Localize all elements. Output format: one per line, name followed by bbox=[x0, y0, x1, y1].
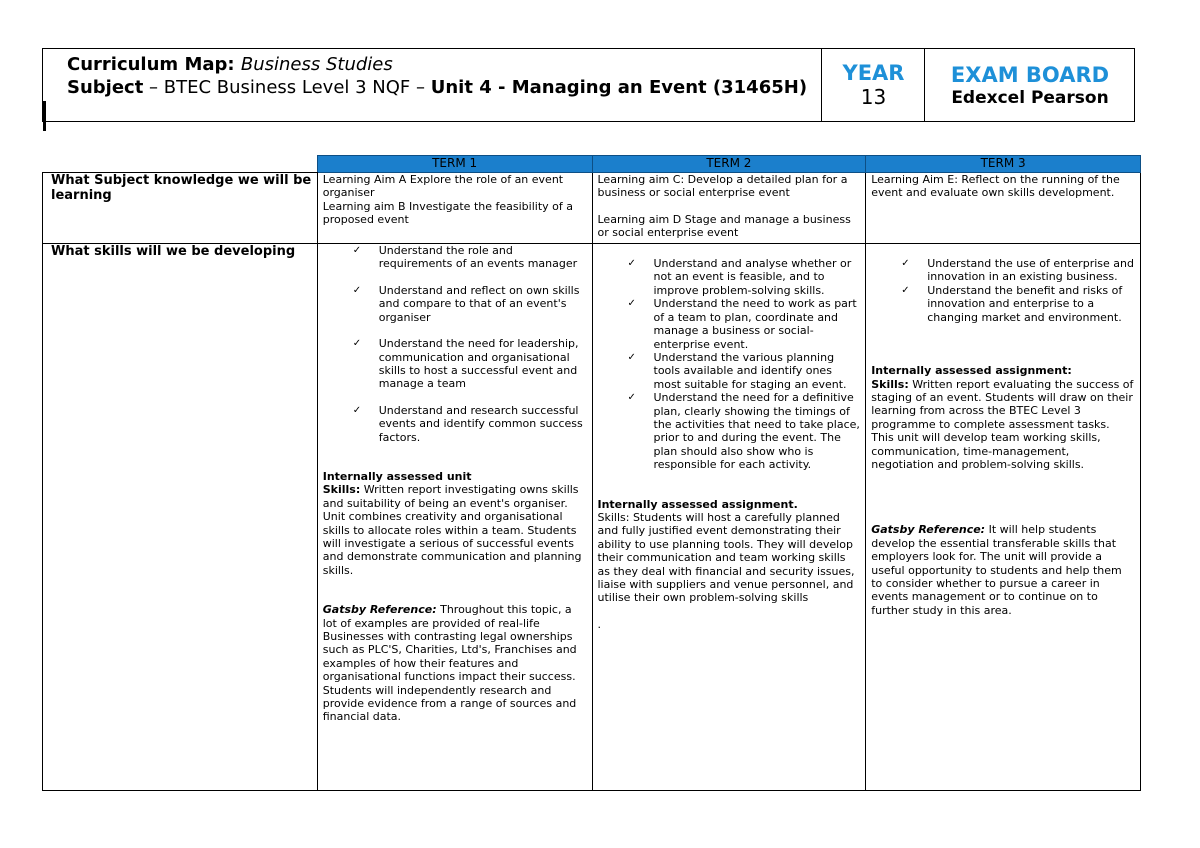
term-3-skills bbox=[866, 244, 1141, 791]
research-text: Students will independently research and provide evidence from a range of sources and financial data. bbox=[322, 683, 577, 724]
gatsby-text: It will help students develop the essential transferable skills that employers look for. The unit will provide a useful opportunity to students and help them to consider whether to pursue a career in events management or to continue on to further study in this area. bbox=[871, 523, 1122, 617]
checklist-item: ✓ Understand the need for a definitive plan, clearly showing the timings of the activities that need to take place, prior to and during the event. The plan should also show who is responsible for each activity. bbox=[598, 391, 861, 471]
gatsby-paragraph bbox=[323, 603, 587, 683]
year-label: YEAR bbox=[842, 61, 905, 85]
term-3-checklist bbox=[871, 257, 1135, 324]
checklist-item: ✓ Understand the benefit and risks of innovation and enterprise to a changing market and environment. bbox=[871, 284, 1135, 324]
checklist-item: ✓ Understand the need to work as part of a team to plan, coordinate and manage a business or social-enterprise event. bbox=[598, 297, 861, 351]
exam-board-value: Edexcel Pearson bbox=[951, 88, 1109, 108]
term-1-knowledge bbox=[317, 173, 592, 244]
year-value: 13 bbox=[860, 85, 887, 109]
skills-row-label: What skills will we be developing bbox=[43, 244, 318, 791]
skills-paragraph bbox=[871, 378, 1135, 432]
header-edge-mark bbox=[43, 101, 46, 131]
year-box bbox=[821, 49, 925, 121]
checklist-item: ✓ Understand the various planning tools available and identify ones most suitable for staging an event. bbox=[598, 351, 861, 391]
unit-text: Unit 4 - Managing an Event (31465H) bbox=[430, 77, 808, 98]
team-skills-text: This unit will develop team working skills, communication, time-management, negotiation and problem-solving skills. bbox=[871, 431, 1101, 471]
term-1-skills bbox=[317, 244, 592, 791]
learning-aim-e: Learning Aim E: Reflect on the running of the event and evaluate own skills development. bbox=[871, 173, 1120, 200]
skills-label: Skills: bbox=[322, 483, 361, 497]
header-title-block bbox=[67, 53, 837, 99]
gatsby-paragraph bbox=[871, 523, 1135, 617]
checklist-item: ✓ Understand and reflect on own skills and compare to that of an event's organiser bbox=[323, 284, 587, 324]
skills-text: Written report investigating owns skills and suitability of being an event's organiser. Unit combines creativity and organisational skills to allocate roles within a team. Students will investigate a serious of successful events and demonstrate communication and planning skills. bbox=[322, 483, 582, 577]
learning-aim-c: Learning aim C: Develop a detailed plan for a business or social enterprise event bbox=[597, 173, 848, 200]
gatsby-label: Gatsby Reference: bbox=[871, 523, 986, 537]
checklist-item: ✓ Understand and analyse whether or not an event is feasible, and to improve problem-solving skills. bbox=[598, 257, 861, 297]
subject-prefix: Subject bbox=[67, 77, 144, 98]
trailing-mark: . bbox=[597, 617, 601, 631]
checklist-item: ✓ Understand and research successful events and identify common success factors. bbox=[323, 404, 587, 444]
term-3-knowledge bbox=[866, 173, 1141, 244]
gatsby-label: Gatsby Reference: bbox=[322, 603, 437, 617]
subject-text: – BTEC Business Level 3 NQF – bbox=[143, 77, 431, 98]
header-blank-cell bbox=[43, 156, 318, 173]
term-2-checklist bbox=[598, 257, 861, 472]
gatsby-text: Throughout this topic, a lot of examples are provided of real-life Businesses with contrasting legal ownerships such as PLC'S, Charities, Ltd's, Franchises and examples of how their features and organisational functions impact their success. bbox=[322, 603, 577, 684]
learning-aim-b: Learning aim B Investigate the feasibility of a proposed event bbox=[322, 199, 573, 227]
knowledge-row-label: What Subject knowledge we will be learning bbox=[43, 173, 318, 244]
term-3-header: TERM 3 bbox=[866, 156, 1141, 173]
term-1-checklist bbox=[323, 244, 587, 444]
assessment-heading: Internally assessed assignment. bbox=[597, 497, 798, 511]
term-header-row bbox=[43, 156, 1141, 173]
exam-board-box bbox=[924, 49, 1135, 121]
assessment-heading: Internally assessed unit bbox=[322, 469, 472, 483]
page-header bbox=[42, 48, 1135, 122]
exam-board-label: EXAM BOARD bbox=[950, 63, 1110, 87]
skills-paragraph bbox=[323, 483, 587, 577]
curriculum-table bbox=[42, 155, 1141, 791]
skills-row bbox=[43, 244, 1141, 791]
curriculum-prefix: Curriculum Map: bbox=[67, 54, 235, 75]
skills-text: Skills: Students will host a carefully planned and fully justified event demonstrating their ability to use planning tools. They will develop their communication and team working skills as they deal with financial and security issues, liaise with suppliers and venue personnel, and utilise their own problem-solving skills bbox=[597, 510, 855, 605]
learning-aim-d: Learning aim D Stage and manage a business or social enterprise event bbox=[597, 212, 851, 240]
term-2-header: TERM 2 bbox=[592, 156, 866, 173]
checklist-item: ✓ Understand the need for leadership, communication and organisational skills to host a successful event and manage a team bbox=[323, 337, 587, 391]
checklist-item: ✓ Understand the role and requirements of an events manager bbox=[323, 244, 587, 271]
checklist-item: ✓ Understand the use of enterprise and innovation in an existing business. bbox=[871, 257, 1135, 284]
knowledge-row bbox=[43, 173, 1141, 244]
subject-line bbox=[67, 76, 837, 99]
learning-aim-a: Learning Aim A Explore the role of an event organiser bbox=[322, 173, 564, 200]
term-1-header: TERM 1 bbox=[317, 156, 592, 173]
assessment-heading: Internally assessed assignment: bbox=[871, 364, 1072, 378]
skills-label: Skills: bbox=[871, 377, 909, 391]
curriculum-line bbox=[67, 53, 837, 76]
term-2-knowledge bbox=[592, 173, 866, 244]
skills-text: Written report evaluating the success of staging of an event. Students will draw on their learning from across the BTEC Level 3 programme to complete assessment tasks. bbox=[871, 377, 1134, 431]
curriculum-subject: Business Studies bbox=[240, 54, 393, 75]
term-2-skills bbox=[592, 244, 866, 791]
